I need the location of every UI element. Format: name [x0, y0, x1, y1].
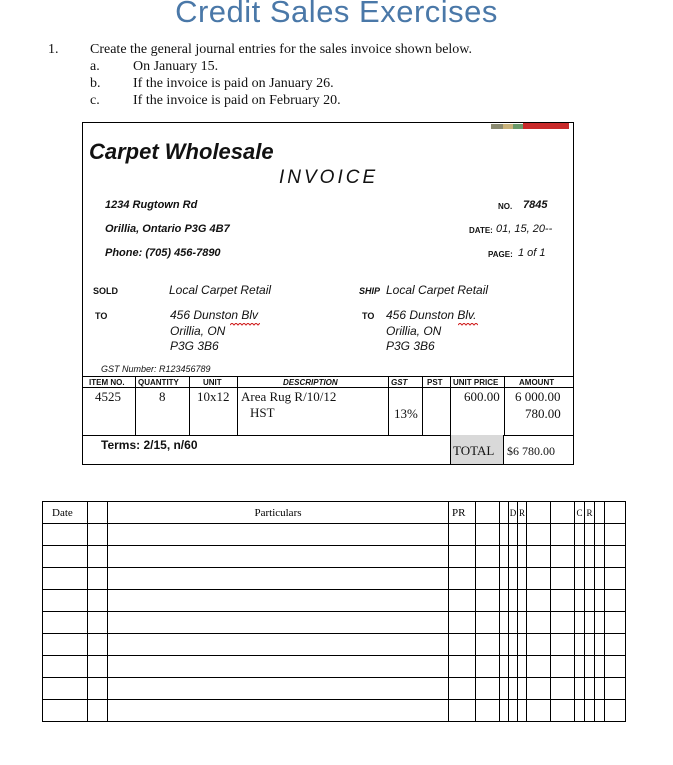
journal-cell[interactable] [500, 546, 509, 568]
ship-to-label: TO [362, 311, 375, 321]
journal-cell[interactable] [518, 590, 527, 612]
journal-cell[interactable] [518, 568, 527, 590]
col-unit-price: UNIT PRICE [453, 378, 499, 387]
hst-rate: 13% [394, 406, 418, 421]
item-b-letter: b. [90, 76, 101, 91]
journal-cell[interactable] [585, 678, 595, 700]
journal-cell[interactable] [500, 502, 509, 524]
journal-cell[interactable] [509, 590, 518, 612]
journal-cell[interactable] [500, 700, 509, 722]
journal-cell[interactable] [527, 524, 551, 546]
journal-cell[interactable] [476, 546, 500, 568]
ship-to-name: Local Carpet Retail [386, 283, 489, 297]
journal-cell[interactable] [509, 634, 518, 656]
journal-cell[interactable] [518, 700, 527, 722]
sold-to-address-line1: 456 Dunston Blv [170, 308, 259, 322]
journal-cell[interactable] [449, 568, 476, 590]
journal-cell[interactable] [605, 678, 626, 700]
journal-cell[interactable] [575, 656, 585, 678]
journal-cell[interactable] [551, 546, 575, 568]
journal-cell[interactable] [518, 612, 527, 634]
journal-cell[interactable] [509, 656, 518, 678]
invoice-no-label: NO. [498, 202, 513, 211]
journal-cell[interactable] [476, 700, 500, 722]
spellcheck-squiggle [458, 323, 478, 327]
general-journal [42, 501, 626, 722]
journal-cell[interactable] [449, 524, 476, 546]
journal-row [43, 590, 626, 612]
journal-cell[interactable] [476, 612, 500, 634]
total-label-cell [450, 435, 504, 464]
journal-cell[interactable] [575, 546, 585, 568]
invoice-page-value: 1 of 1 [518, 247, 546, 259]
company-phone: Phone: (705) 456-7890 [105, 247, 221, 259]
journal-cell[interactable] [476, 590, 500, 612]
ship-to-address-line2: Orillia, ON [386, 324, 442, 338]
journal-cell[interactable] [518, 546, 527, 568]
journal-cell[interactable] [585, 700, 595, 722]
journal-cell[interactable] [88, 568, 108, 590]
col-item-no: ITEM NO. [89, 378, 125, 387]
journal-cell[interactable] [500, 568, 509, 590]
journal-cell[interactable] [108, 656, 449, 678]
col-quantity: QUANTITY [138, 378, 179, 387]
journal-cell[interactable] [509, 678, 518, 700]
total-value: $6 780.00 [507, 444, 555, 458]
journal-cell[interactable] [108, 568, 449, 590]
journal-cell[interactable] [551, 502, 575, 524]
journal-cell[interactable] [108, 612, 449, 634]
journal-cell[interactable] [449, 634, 476, 656]
sold-to-address-line2: Orillia, ON [170, 324, 226, 338]
journal-cell[interactable] [595, 590, 605, 612]
journal-cell[interactable] [551, 678, 575, 700]
journal-cell[interactable] [88, 634, 108, 656]
journal-cell[interactable] [575, 612, 585, 634]
journal-cell[interactable] [551, 524, 575, 546]
journal-credit-c: C [575, 502, 585, 524]
question-number: 1. [48, 42, 59, 57]
journal-cell[interactable] [605, 700, 626, 722]
journal-cell[interactable] [595, 568, 605, 590]
journal-cell[interactable] [605, 634, 626, 656]
journal-row [43, 612, 626, 634]
company-name: Carpet Wholesale [89, 139, 274, 164]
journal-cell[interactable] [500, 612, 509, 634]
sold-label: SOLD [93, 286, 119, 296]
invoice-date-label: DATE: [469, 226, 493, 235]
journal-row [43, 568, 626, 590]
journal-cell[interactable] [551, 590, 575, 612]
journal-cell[interactable] [527, 502, 551, 524]
ship-to-address-line1: 456 Dunston Blv. [386, 308, 477, 322]
item-c-text: If the invoice is paid on February 20. [133, 93, 341, 108]
journal-cell[interactable] [527, 678, 551, 700]
invoice-date-value: 01, 15, 20-- [496, 223, 553, 235]
journal-cell[interactable] [449, 700, 476, 722]
journal-cell[interactable] [43, 546, 88, 568]
item-c-letter: c. [90, 93, 100, 108]
journal-date-header: Date [43, 502, 88, 524]
journal-row [43, 524, 626, 546]
journal-cell[interactable] [500, 590, 509, 612]
journal-cell[interactable] [575, 634, 585, 656]
journal-credit-r: R [585, 502, 595, 524]
invoice-heading: INVOICE [279, 167, 379, 188]
journal-cell[interactable] [476, 524, 500, 546]
journal-cell[interactable] [518, 656, 527, 678]
journal-cell[interactable] [88, 524, 108, 546]
journal-cell[interactable] [509, 546, 518, 568]
journal-cell[interactable] [575, 678, 585, 700]
journal-cell[interactable] [585, 590, 595, 612]
journal-cell[interactable] [518, 524, 527, 546]
journal-cell[interactable] [605, 568, 626, 590]
journal-cell[interactable] [476, 678, 500, 700]
journal-cell[interactable] [500, 656, 509, 678]
journal-cell[interactable] [551, 634, 575, 656]
company-address-line2: Orillia, Ontario P3G 4B7 [105, 223, 230, 235]
line-unit: 10x12 [197, 389, 230, 404]
journal-cell[interactable] [585, 524, 595, 546]
journal-cell[interactable] [518, 678, 527, 700]
invoice [82, 122, 574, 465]
journal-cell[interactable] [108, 546, 449, 568]
journal-row [43, 546, 626, 568]
journal-cell[interactable] [585, 634, 595, 656]
invoice-page-label: PAGE: [488, 250, 513, 259]
journal-cell[interactable] [88, 590, 108, 612]
journal-cell[interactable] [575, 568, 585, 590]
journal-cell[interactable] [476, 634, 500, 656]
page-title: Credit Sales Exercises [175, 0, 498, 29]
journal-header-row [43, 502, 626, 524]
journal-particulars-header: Particulars [108, 502, 449, 524]
journal-row [43, 656, 626, 678]
journal-cell[interactable] [575, 700, 585, 722]
journal-cell[interactable] [551, 568, 575, 590]
journal-debit-d: D [509, 502, 518, 524]
line-description: Area Rug R/10/12 [241, 389, 337, 404]
journal-cell[interactable] [476, 502, 500, 524]
sold-to-label: TO [95, 311, 108, 321]
journal-cell[interactable] [449, 546, 476, 568]
journal-cell[interactable] [108, 678, 449, 700]
col-amount: AMOUNT [519, 378, 555, 387]
journal-cell[interactable] [605, 524, 626, 546]
journal-cell[interactable] [449, 678, 476, 700]
col-unit: UNIT [203, 378, 222, 387]
journal-cell[interactable] [476, 656, 500, 678]
journal-cell[interactable] [527, 612, 551, 634]
journal-cell[interactable] [43, 678, 88, 700]
journal-cell[interactable] [585, 568, 595, 590]
journal-cell[interactable] [43, 590, 88, 612]
sold-to-address-line3: P3G 3B6 [170, 339, 219, 353]
invoice-no-value: 7845 [523, 199, 548, 211]
journal-cell[interactable] [585, 656, 595, 678]
journal-cell[interactable] [575, 590, 585, 612]
journal-cell[interactable] [43, 524, 88, 546]
journal-cell[interactable] [476, 568, 500, 590]
journal-cell[interactable] [551, 700, 575, 722]
col-pst: PST [427, 378, 443, 387]
journal-debit-r: R [518, 502, 527, 524]
journal-cell[interactable] [500, 524, 509, 546]
journal-row [43, 678, 626, 700]
journal-cell[interactable] [500, 678, 509, 700]
journal-cell[interactable] [575, 524, 585, 546]
line-item-no: 4525 [95, 389, 121, 404]
journal-cell[interactable] [449, 590, 476, 612]
spellcheck-squiggle [230, 323, 260, 327]
journal-cell[interactable] [527, 656, 551, 678]
journal-cell[interactable] [605, 612, 626, 634]
journal-cell[interactable] [605, 546, 626, 568]
journal-cell[interactable] [509, 568, 518, 590]
journal-cell[interactable] [43, 700, 88, 722]
item-a-letter: a. [90, 59, 100, 74]
hst-description: HST [250, 405, 275, 420]
journal-cell[interactable] [88, 546, 108, 568]
journal-cell[interactable] [595, 634, 605, 656]
journal-cell[interactable] [88, 656, 108, 678]
question-text: Create the general journal entries for the sales invoice shown below. [90, 42, 473, 57]
journal-cell[interactable] [108, 634, 449, 656]
item-b-text: If the invoice is paid on January 26. [133, 76, 334, 91]
journal-cell[interactable] [585, 546, 595, 568]
journal-cell[interactable] [595, 678, 605, 700]
col-gst: GST [391, 378, 408, 387]
gst-number: GST Number: R123456789 [101, 364, 211, 374]
journal-cell[interactable] [595, 656, 605, 678]
journal-cell[interactable] [509, 700, 518, 722]
journal-cell[interactable] [585, 612, 595, 634]
ship-to-address-line3: P3G 3B6 [386, 339, 435, 353]
company-logo [491, 123, 569, 129]
journal-cell[interactable] [88, 678, 108, 700]
hst-amount: 780.00 [525, 406, 561, 421]
line-unit-price: 600.00 [464, 389, 500, 404]
journal-cell[interactable] [449, 656, 476, 678]
line-amount: 6 000.00 [515, 389, 561, 404]
journal-cell[interactable] [605, 502, 626, 524]
journal-cell[interactable] [43, 612, 88, 634]
journal-pr-header: PR [449, 502, 476, 524]
item-a-text: On January 15. [133, 59, 219, 74]
journal-cell[interactable] [43, 568, 88, 590]
journal-cell[interactable] [509, 524, 518, 546]
journal-cell[interactable] [527, 634, 551, 656]
journal-cell[interactable] [88, 502, 108, 524]
journal-row [43, 634, 626, 656]
journal-cell[interactable] [595, 524, 605, 546]
journal-cell[interactable] [551, 656, 575, 678]
journal-cell[interactable] [518, 634, 527, 656]
journal-cell[interactable] [449, 612, 476, 634]
journal-cell[interactable] [527, 700, 551, 722]
journal-cell[interactable] [595, 502, 605, 524]
journal-row [43, 700, 626, 722]
ship-label: SHIP [359, 286, 381, 296]
journal-cell[interactable] [527, 590, 551, 612]
journal-cell[interactable] [43, 634, 88, 656]
journal-cell[interactable] [509, 612, 518, 634]
col-description: DESCRIPTION [283, 378, 338, 387]
company-address-line1: 1234 Rugtown Rd [105, 199, 198, 211]
journal-cell[interactable] [605, 590, 626, 612]
journal-cell[interactable] [595, 612, 605, 634]
journal-cell[interactable] [605, 656, 626, 678]
journal-cell[interactable] [500, 634, 509, 656]
journal-cell[interactable] [108, 524, 449, 546]
journal-cell[interactable] [595, 700, 605, 722]
journal-cell[interactable] [527, 546, 551, 568]
journal-cell[interactable] [527, 568, 551, 590]
journal-cell[interactable] [595, 546, 605, 568]
journal-cell[interactable] [88, 612, 108, 634]
total-label: TOTAL [453, 443, 495, 458]
line-quantity: 8 [159, 389, 166, 404]
sold-to-name: Local Carpet Retail [169, 283, 272, 297]
journal-cell[interactable] [108, 590, 449, 612]
payment-terms: Terms: 2/15, n/60 [101, 438, 198, 452]
journal-cell[interactable] [43, 656, 88, 678]
journal-cell[interactable] [108, 700, 449, 722]
journal-cell[interactable] [88, 700, 108, 722]
journal-cell[interactable] [551, 612, 575, 634]
